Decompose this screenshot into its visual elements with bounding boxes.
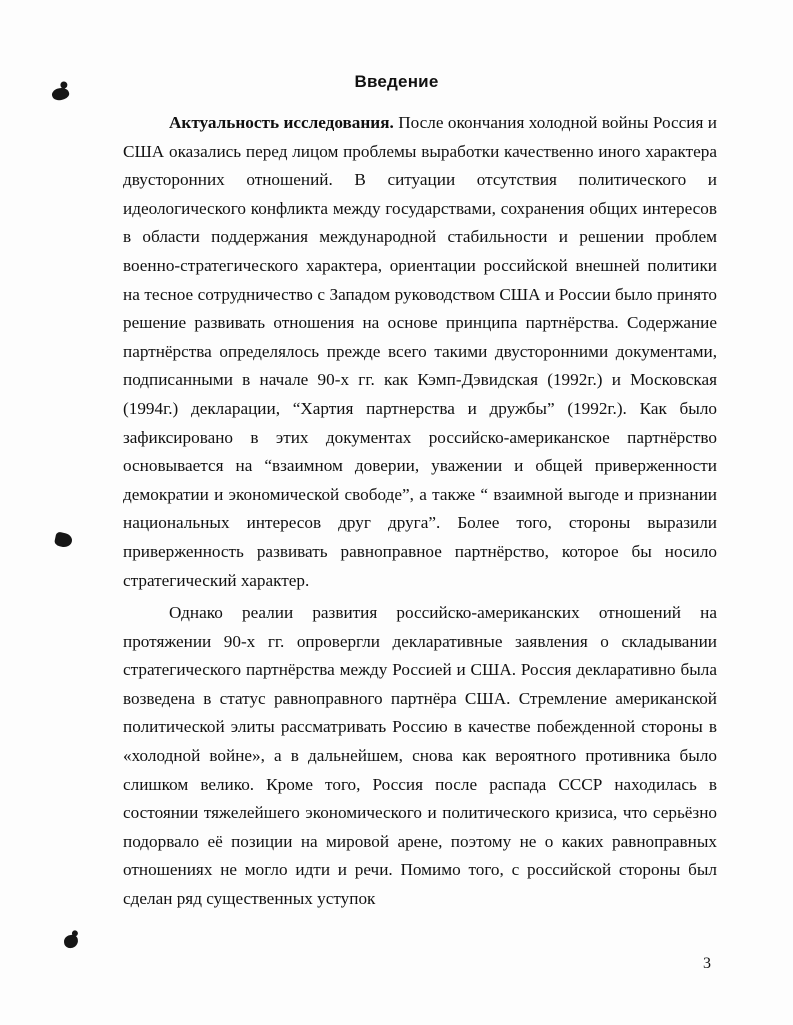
- document-body: [123, 109, 717, 914]
- page-title: Введение: [354, 72, 439, 91]
- paragraph-lead: Актуальность исследования.: [169, 113, 394, 132]
- paragraph-text: После окончания холодной войны Россия и США оказались перед лицом проблемы выработки качественно иного характера двусторонних отношений. В ситуации отсутствия политического и идеологического конфликта между государствами, сохранения общих интересов в области поддержания международной стабильности и решении проблем военно-стратегического характера, ориентации российской внешней политики на тесное сотрудничество с Западом руководством США и России было принято решение развивать отношения на основе принципа партнёрства. Содержание партнёрства определялось прежде всего такими двусторонними документами, подписанными в начале 90-х гг. как Кэмп-Дэвидская (1992г.) и Московская (1994г.) декларации, “Хартия партнерства и дружбы” (1992г.). Как было зафиксировано в этих документах российско-американское партнёрство основывается на “взаимном доверии, уважении и общей приверженности демократии и экономической свободе”, а также “ взаимной выгоде и признании национальных интересов друг друга”. Более того, стороны выразили приверженность развивать равноправное партнёрство, которое бы носило стратегический характер.: [123, 113, 717, 590]
- paragraph-reality: Однако реалии развития российско-американских отношений на протяжении 90-х гг. опровергли декларативные заявления о складывании стратегического партнёрства между Россией и США. Россия декларативно была возведена в статус равноправного партнёра США. Стремление американской политической элиты рассматривать Россию в качестве побежденной стороны в «холодной войне», а в дальнейшем, снова как вероятного противника было слишком велико. Кроме того, Россия после распада СССР находилась в состоянии тяжелейшего экономического и политического кризиса, что серьёзно подорвало её позиции на мировой арене, поэтому не о каких равноправных отношениях не могло идти и речи. Помимо того, с российской стороны был сделан ряд существенных уступок: [123, 603, 717, 909]
- page-number: 3: [703, 955, 711, 972]
- ink-blot-bottom: [63, 934, 79, 949]
- ink-blot-middle: [54, 531, 74, 548]
- paragraph-relevance: [123, 109, 717, 595]
